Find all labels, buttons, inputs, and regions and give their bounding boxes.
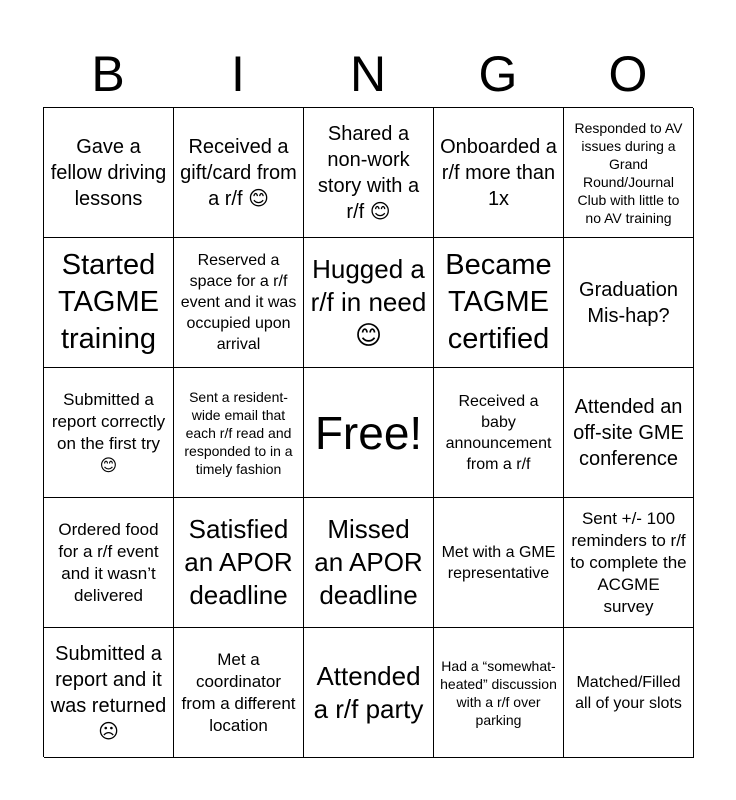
cell-text: Reserved a space for a r/f event and it was occupied upon arrival	[180, 252, 297, 353]
bingo-cell-r5c1[interactable]	[44, 628, 174, 758]
cell-text: Became TAGME certified	[445, 249, 552, 355]
header-letter-i: I	[231, 46, 245, 102]
cell-text: Shared a non-work story with a r/f 😊	[317, 122, 420, 223]
bingo-cell-r5c4[interactable]	[434, 628, 564, 758]
cell-text: Graduation Mis-hap?	[579, 278, 678, 327]
bingo-cell-r1c4[interactable]	[434, 108, 564, 238]
cell-text: Missed an APOR deadline	[314, 514, 423, 610]
bingo-cell-r5c5[interactable]	[564, 628, 694, 758]
cell-text: Received a baby announcement from a r/f	[445, 392, 552, 473]
bingo-cell-r4c5[interactable]	[564, 498, 694, 628]
bingo-cell-r3c5[interactable]	[564, 368, 694, 498]
bingo-cell-r2c1[interactable]	[44, 238, 174, 368]
header-letter-g: G	[478, 46, 518, 102]
header-letter-b: B	[91, 46, 125, 102]
cell-text: Submitted a report correctly on the first try 😊	[51, 389, 166, 475]
bingo-cell-r1c5[interactable]	[564, 108, 694, 238]
cell-text: Onboarded a r/f more than 1x	[440, 135, 557, 210]
bingo-cell-r3c1[interactable]	[44, 368, 174, 498]
header-letter-o: O	[608, 46, 648, 102]
bingo-cell-r4c2[interactable]	[174, 498, 304, 628]
bingo-card-grid	[43, 107, 693, 757]
bingo-cell-r2c5[interactable]	[564, 238, 694, 368]
bingo-cell-r3c4[interactable]	[434, 368, 564, 498]
cell-text: Sent +/- 100 reminders to r/f to complete the ACGME survey	[570, 508, 687, 616]
cell-text: Ordered food for a r/f event and it wasn’t delivered	[58, 519, 159, 605]
cell-text: Attended an off-site GME conference	[573, 395, 684, 470]
bingo-cell-r3c2[interactable]	[174, 368, 304, 498]
cell-text: Satisfied an APOR deadline	[184, 514, 293, 610]
cell-text: Free!	[314, 406, 423, 459]
bingo-cell-free[interactable]	[304, 368, 434, 498]
cell-text: Responded to AV issues during a Grand Round/Journal Club with little to no AV training	[574, 119, 683, 226]
cell-text: Started TAGME training	[58, 249, 159, 355]
cell-text: Gave a fellow driving lessons	[50, 135, 167, 210]
cell-text: Matched/Filled all of your slots	[575, 673, 682, 712]
cell-text: Met with a GME representative	[441, 543, 556, 582]
header-letter-n: N	[349, 46, 387, 102]
bingo-cell-r2c4[interactable]	[434, 238, 564, 368]
bingo-cell-r4c4[interactable]	[434, 498, 564, 628]
bingo-cell-r4c1[interactable]	[44, 498, 174, 628]
cell-text: Attended a r/f party	[313, 660, 424, 724]
cell-text: Sent a resident-wide email that each r/f read and responded to in a timely fashion	[184, 388, 293, 477]
cell-text: Received a gift/card from a r/f 😊	[180, 135, 297, 210]
bingo-cell-r1c1[interactable]	[44, 108, 174, 238]
cell-text: Had a “somewhat-heated” discussion with a r/f over parking	[440, 657, 557, 728]
bingo-cell-r2c3[interactable]	[304, 238, 434, 368]
bingo-cell-r2c2[interactable]	[174, 238, 304, 368]
bingo-header	[43, 42, 693, 106]
bingo-cell-r4c3[interactable]	[304, 498, 434, 628]
bingo-cell-r1c3[interactable]	[304, 108, 434, 238]
bingo-cell-r5c3[interactable]	[304, 628, 434, 758]
cell-text: Met a coordinator from a different location	[181, 649, 296, 735]
cell-text: Hugged a r/f in need 😊	[310, 254, 427, 350]
cell-text: Submitted a report and it was returned ☹	[50, 642, 167, 743]
bingo-cell-r5c2[interactable]	[174, 628, 304, 758]
bingo-cell-r1c2[interactable]	[174, 108, 304, 238]
